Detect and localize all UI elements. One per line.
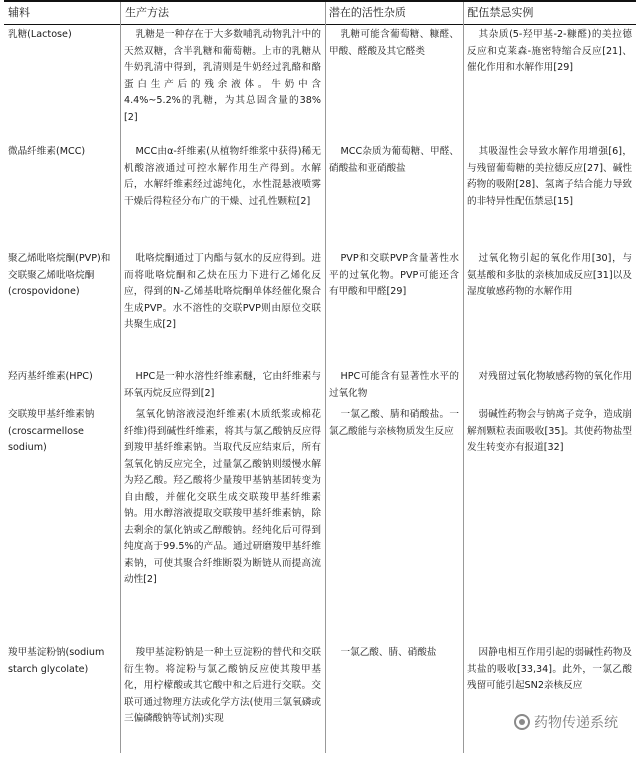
cell-impurity: 一氯乙酸、腈、硝酸盐 [340,647,437,658]
cell-excipient: 微晶纤维素(MCC) [8,146,86,157]
cell-impurity: 一氯乙酸、腈和硝酸盐。一氯乙酸能与亲核物质发生反应 [329,409,459,437]
table-header [4,2,636,25]
cell-excipient: 乳糖(Lactose) [8,29,72,40]
cell-impurity: MCC杂质为葡萄糖、甲醛、硝酸盐和亚硝酸盐 [329,146,459,174]
cell-method: HPC是一种水溶性纤维素醚，它由纤维素与环氧丙烷反应得到[2] [124,371,321,399]
table-row [4,643,636,753]
cell-method: 羧甲基淀粉钠是一种土豆淀粉的替代和交联衍生物。将淀粉与氯乙酸钠反应使其羧甲基化，用柠檬酸或其它酸中和之后进行交联。交联可通过物理方法或化学方法(使用三氯氧磷或三偏磷酸钠等试剂)实现 [124,647,321,724]
cell-example: 过氧化物引起的氧化作用[30]，与氨基酸和多肽的亲核加成反应[31]以及湿度敏感药物的水解作用 [467,253,632,297]
cell-example: 弱碱性药物会与钠离子竞争，造成崩解剂颗粒表面吸收[35]。其使药物盐型发生转变亦有报道[32] [467,409,633,453]
cell-example: 因静电相互作用引起的弱碱性药物及其盐的吸收[33,34]。此外，一氯乙酸残留可能引起SN2亲核反应 [467,647,633,691]
table-row [4,367,636,405]
column-divider [325,2,326,753]
table-row [4,25,636,142]
excipient-table [4,0,636,753]
column-divider [120,2,121,753]
cell-method: 吡咯烷酮通过丁内酯与氨水的反应得到。进而将吡咯烷酮和乙炔在压力下进行乙烯化反应，得到的N-乙烯基吡咯烷酮单体经催化聚合生成PVP。水不溶性的交联PVP则由原位交联共聚生成[2] [124,253,321,330]
wechat-logo-icon [514,714,530,730]
watermark-text: 药物传递系统 [534,715,618,731]
cell-excipient: 聚乙烯吡咯烷酮(PVP)和交联聚乙烯吡咯烷酮(crospovidone) [8,253,111,297]
cell-example: 其杂质(5-羟甲基-2-糠醛)的美拉德反应和克莱森-施密特缩合反应[21]、催化作用和水解作用[29] [467,29,632,73]
header-example: 配伍禁忌实例 [467,6,534,19]
cell-impurity: 乳糖可能含葡萄糖、糠醛、甲酸、醛酸及其它醛类 [329,29,459,57]
cell-method: 乳糖是一种存在于大多数哺乳动物乳汁中的天然双糖，含半乳糖和葡萄糖。上市的乳糖从牛奶乳清中得到，乳清则是牛奶经过乳酪和酪蛋白生产后的残余液体。牛奶中含4.4%~5.2%的乳糖，为其总固含量的38%[2] [124,29,321,123]
cell-excipient: 羟丙基纤维素(HPC) [8,371,93,382]
cell-excipient: 羧甲基淀粉钠(sodium starch glycolate) [8,647,105,675]
table-row [4,142,636,249]
cell-impurity: PVP和交联PVP含量著性水平的过氧化物。PVP可能还含有甲酸和甲醛[29] [329,253,459,297]
table-row [4,405,636,643]
cell-example: 其吸湿性会导致水解作用增强[6]，与残留葡萄糖的美拉德反应[27]、碱性药物的吸附[28]、氢离子结合能力导致的非特异性配伍禁忌[15] [467,146,632,207]
cell-excipient: 交联羧甲基纤维素钠(croscarmellose sodium) [8,409,95,453]
table-row [4,249,636,367]
column-divider [463,2,464,753]
cell-impurity: HPC可能含有显著性水平的过氧化物 [329,371,459,399]
header-excipient: 辅料 [8,6,30,19]
cell-method: MCC由α-纤维素(从植物纤维浆中获得)稀无机酸溶液通过可控水解作用生产得到。水解后，水解纤维素经过滤纯化，水性混悬液喷雾干燥后得粒径分布广的干燥、过孔性颗粒[2] [124,146,321,207]
watermark [514,712,618,732]
header-method: 生产方法 [125,6,170,19]
header-impurity: 潜在的活性杂质 [328,6,406,19]
cell-method: 氢氧化钠溶液浸泡纤维素(木质纸浆或棉花纤维)得到碱性纤维素，将其与氯乙酸钠反应得到羧甲基纤维素钠。当取代反应结束后，所有氢氧化钠反应完全，过量氯乙酸钠则缓慢水解为羟乙酸。羟乙酸将少量羧甲基钠基团转变为自由酸，并催化交联生成交联羧甲基纤维素钠。用水醇溶液提取交联羧甲基纤维素钠，除去剩余的氯化钠或乙醇酸钠。经纯化后可得到纯度高于99.5%的产品。通过研磨羧甲基纤维素钠，可使其聚合纤维断裂为断链从而提高流动性[2] [124,409,321,585]
cell-example: 对残留过氧化物敏感药物的氧化作用 [478,371,633,382]
